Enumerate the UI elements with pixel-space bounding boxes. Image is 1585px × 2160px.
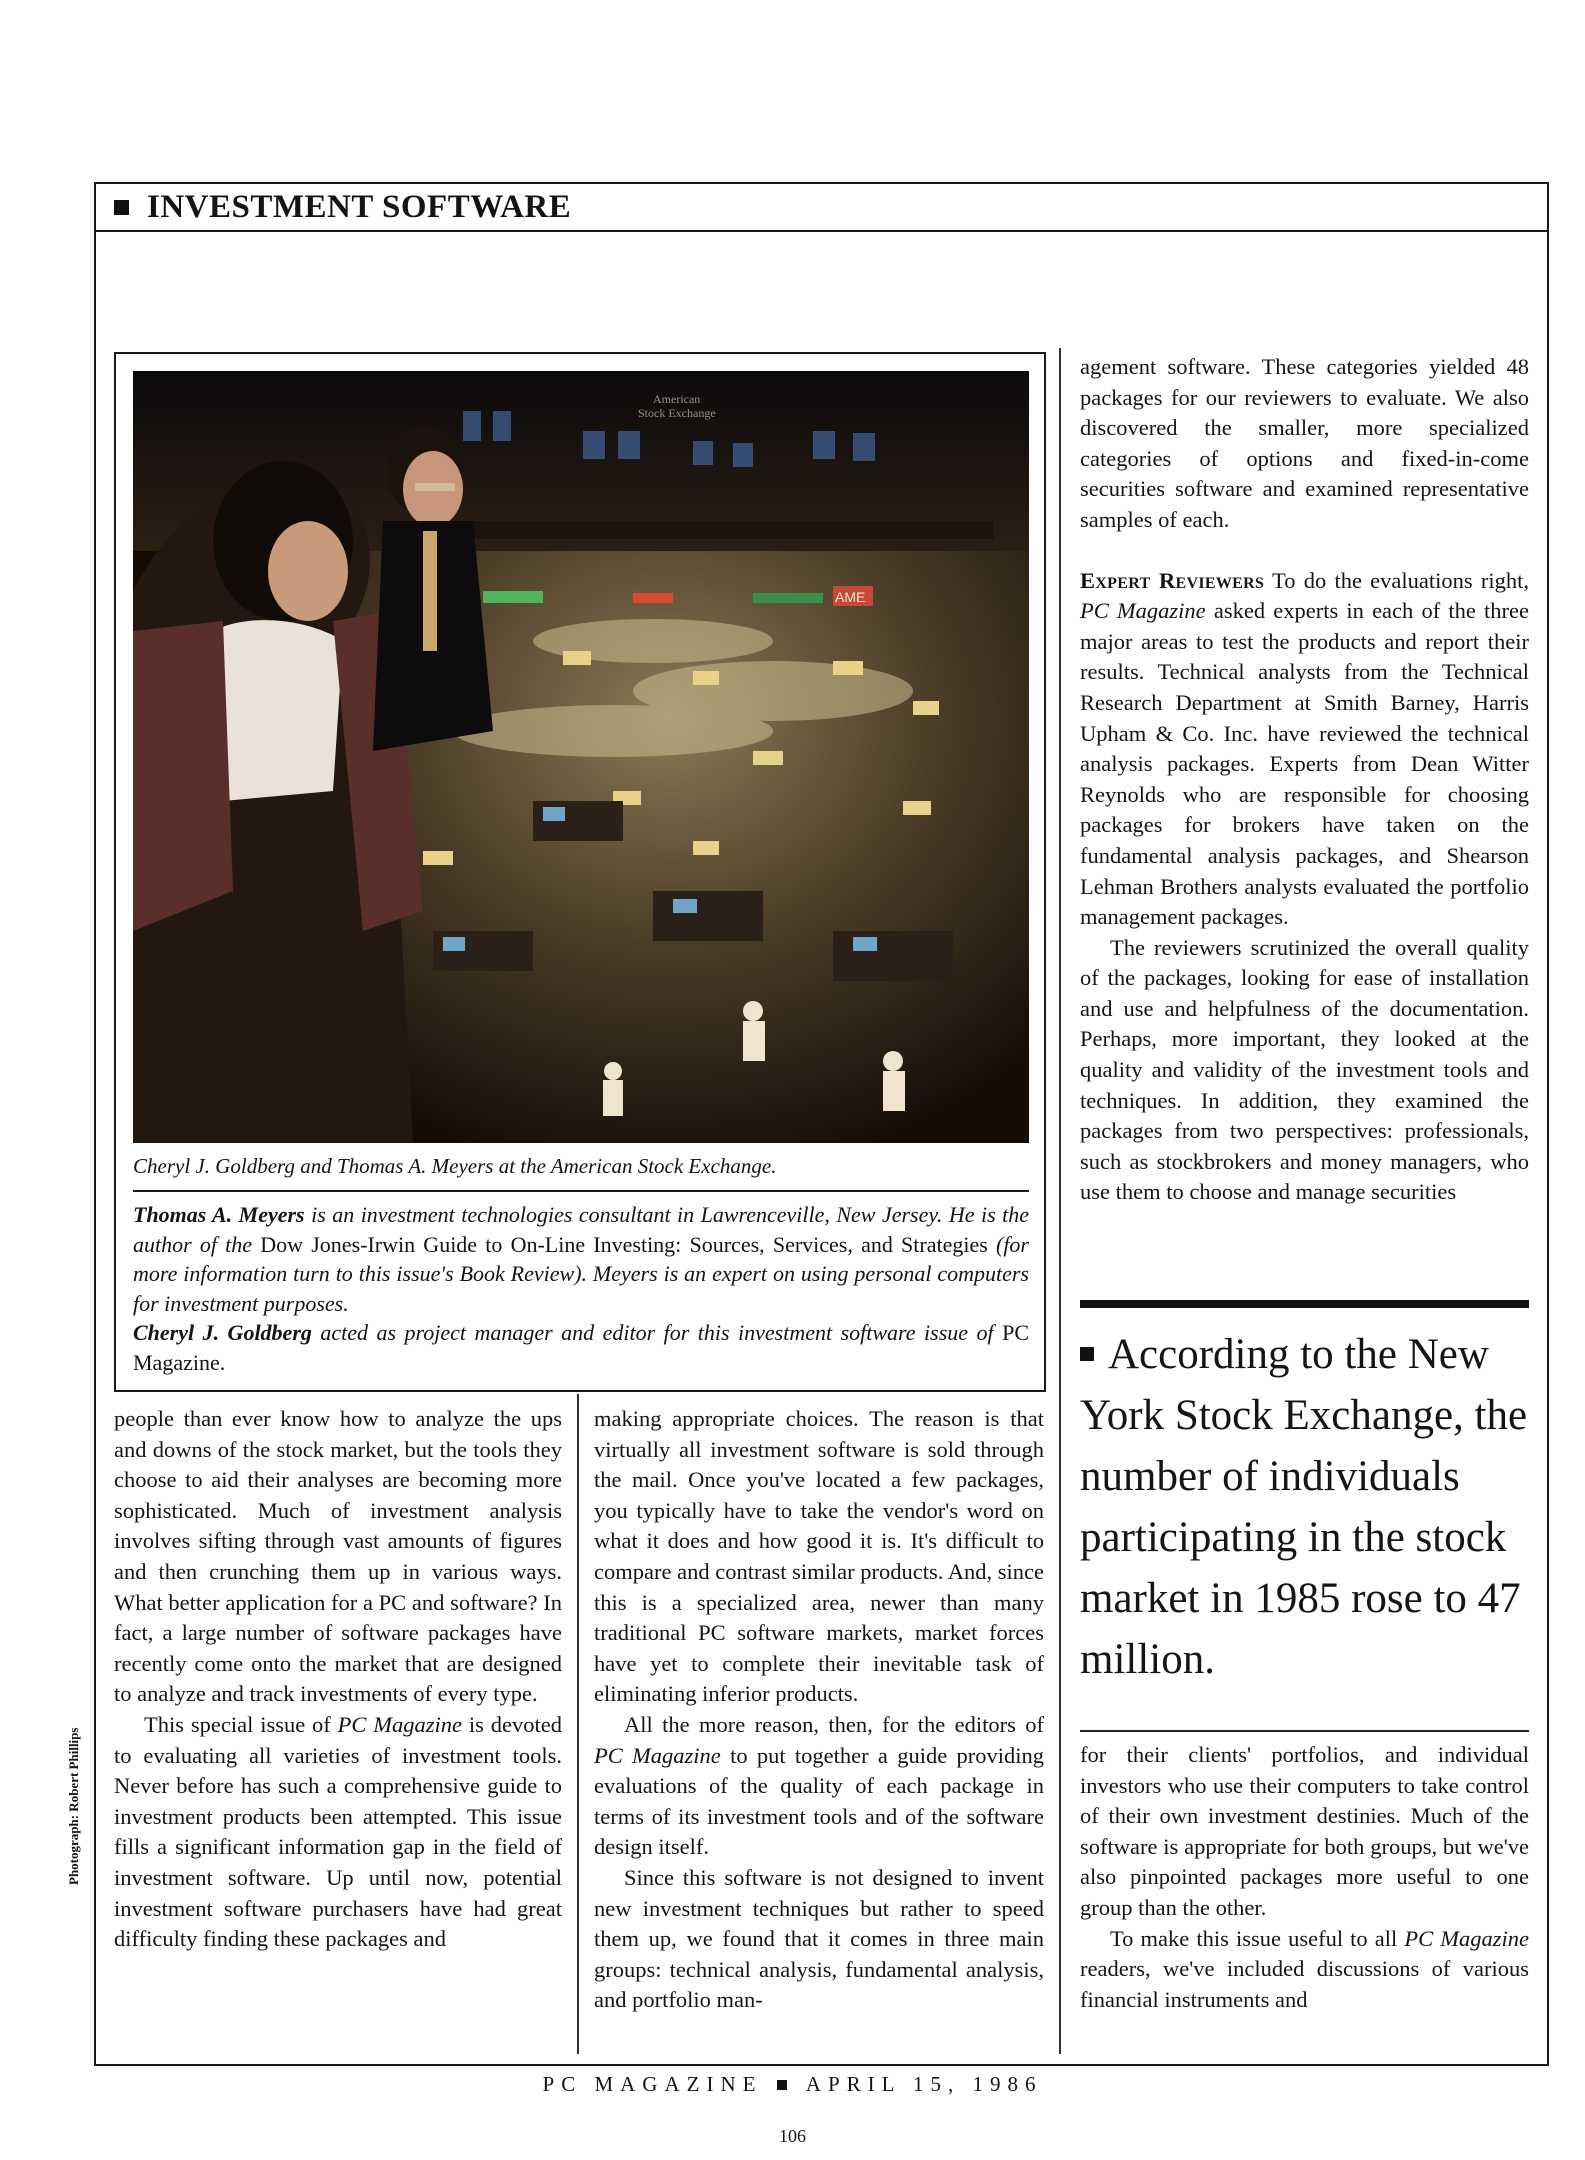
column-divider <box>1059 348 1061 2054</box>
pull-quote-top-rule <box>1080 1300 1529 1308</box>
bio-goldberg-name: Cheryl J. Goldberg <box>133 1320 312 1345</box>
exchange-sign-line-2: Stock Exchange <box>638 406 716 420</box>
pull-quote <box>1080 1324 1529 1690</box>
text-run: is devoted to evaluating all varieties of investment tools. Never before has such a comprehensive guide to investment products been attempted. This issue fills a significant information gap in the field of investment software. Up until now, potential investment software purchasers have had great difficulty finding these packages and <box>114 1711 562 1952</box>
page-footer <box>0 2072 1585 2097</box>
photo-caption: Cheryl J. Goldberg and Thomas A. Meyers at the American Stock Exchange. <box>133 1154 777 1178</box>
page-frame <box>94 182 1549 2066</box>
article-column-2 <box>594 1404 1044 2016</box>
photo-credit: Photograph: Robert Phillips <box>66 1727 81 1885</box>
pull-quote-bottom-rule <box>1080 1730 1529 1732</box>
paragraph: for their clients' portfolios, and individual investors who use their computers to take control of their own investment destinies. Much of the software is appropriate for both groups, but we've also pinpointed packages more useful to one group than the other. <box>1080 1742 1529 1920</box>
magazine-name: PC Magazine <box>1404 1925 1529 1951</box>
paragraph: agement software. These categories yielded 48 packages for our reviewers to evaluate. We also discovered the smaller, more specialized categories of options and fixed-in-come securities software and examined representative samples of each. <box>1080 354 1529 532</box>
text-run: To do the evaluations right, <box>1264 567 1529 593</box>
subhead-expert-reviewers: Expert Reviewers <box>1080 567 1265 593</box>
article-column-3-continued <box>1080 1740 1529 2015</box>
footer-magazine: PC MAGAZINE <box>542 2072 763 2096</box>
trading-floor-photo <box>133 371 1029 1143</box>
square-bullet-icon <box>114 200 129 215</box>
bio-book-title: Dow Jones-Irwin Guide to On-Line Investing: Sources, Services, and Strategies <box>260 1231 988 1257</box>
section-header <box>96 184 1547 232</box>
caption-divider <box>133 1190 1029 1192</box>
bio-meyers-text-1: is an investment technologies consultant in Lawrenceville, New Jersey. He is the author of the <box>133 1202 1030 1257</box>
square-bullet-icon <box>1080 1347 1094 1361</box>
square-bullet-icon <box>777 2080 787 2090</box>
bio-goldberg-text: acted as project manager and editor for this investment software issue of <box>311 1320 1003 1345</box>
footer-date: APRIL 15, 1986 <box>805 2072 1043 2096</box>
paragraph <box>1080 1924 1529 2016</box>
photo-illustration <box>133 371 1029 1143</box>
bio-meyers-text-2: (for more information turn to this issue's Book Review). Meyers is an expert on using personal computers for investment purposes. <box>133 1231 1029 1316</box>
paragraph: Since this software is not designed to invent new investment techniques but rather to speed them up, we found that it comes in three main groups: technical analysis, fundamental analysis, and portfolio man- <box>594 1864 1044 2013</box>
section-title: INVESTMENT SOFTWARE <box>147 188 572 225</box>
paragraph <box>594 1710 1044 1863</box>
text-run: to put together a guide providing evaluations of the quality of each package in terms of its investment tools and of the software design itself. <box>594 1742 1044 1860</box>
paragraph <box>114 1710 562 1955</box>
paragraph: The reviewers scrutinized the overall quality of the packages, looking for ease of installation and use and helpfulness of the documentation. Perhaps, more important, they looked at the quality and validity of the investment tools and techniques. In addition, they examined the packages from two perspectives: professionals, such as stockbrokers and money managers, who use them to choose and manage securities <box>1080 934 1529 1205</box>
page-number: 106 <box>779 2126 806 2146</box>
article-column-3 <box>1080 352 1529 1208</box>
pull-quote-text: According to the New York Stock Exchange, the number of individuals participating in the stock market in 1985 rose to 47 million. <box>1080 1331 1528 1683</box>
text-run: All the more reason, then, for the editors of <box>624 1711 1044 1737</box>
column-divider <box>577 1394 579 2054</box>
text-run: This special issue of <box>144 1711 338 1737</box>
paragraph: people than ever know how to analyze the ups and downs of the stock market, but the tools they choose to aid their analyses are becoming more sophisticated. Much of investment analysis involves sifting through vast amounts of figures and then crunching them up in various ways. What better application for a PC and software? In fact, a large number of software packages have recently come onto the market that are designed to analyze and track investments of every type. <box>114 1406 562 1707</box>
exchange-sign-line-1: American <box>653 392 701 406</box>
bio-magazine-name: PC Magazine. <box>133 1320 1029 1375</box>
text-run: asked experts in each of the three major areas to test the products and report their results. Technical analysts from the Technical Research Department at Smith Barney, Harris Upham & Co. Inc. have reviewed the technical analysis packages. Experts from Dean Witter Reynolds who are responsible for choosing packages for brokers have taken on the fundamental analysis packages, and Shearson Lehman Brothers analysts evaluated the portfolio management packages. <box>1080 598 1529 930</box>
author-bio <box>133 1200 1029 1377</box>
paragraph <box>1080 566 1529 933</box>
magazine-name: PC Magazine <box>1080 598 1206 624</box>
text-run: To make this issue useful to all <box>1110 1925 1405 1951</box>
text-run: readers, we've included discussions of various financial instruments and <box>1080 1956 1529 2012</box>
board-label: AME <box>835 589 866 605</box>
article-column-1 <box>114 1404 562 1955</box>
bio-meyers-name: Thomas A. Meyers <box>133 1202 305 1227</box>
photo-box <box>114 352 1046 1392</box>
magazine-name: PC Magazine <box>337 1711 463 1737</box>
magazine-name: PC Magazine <box>594 1742 721 1768</box>
paragraph: making appropriate choices. The reason is that virtually all investment software is sold through the mail. Once you've located a few packages, you typically have to take the vendor's word on what it does and how good it is. It's difficult to compare and contrast similar products. And, since this is a specialized area, newer than many traditional PC software markets, market forces have yet to complete their inevitable task of eliminating inferior products. <box>594 1406 1044 1707</box>
